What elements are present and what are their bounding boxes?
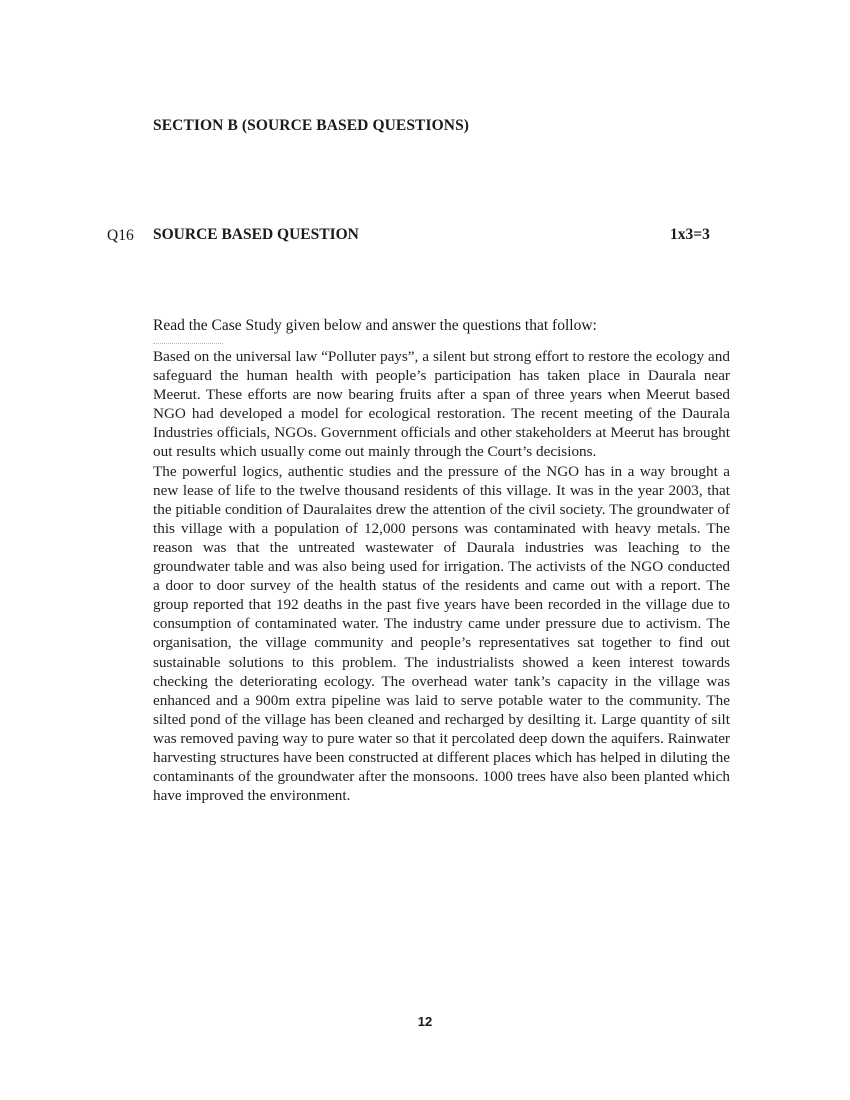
passage-paragraph-1: Based on the universal law “Polluter pays”, a silent but strong effort to restore the ecology and safeguard the human health with people’s participation has taken place in Daurala near Meerut. These efforts are now bearing fruits after a span of three years when Meerut based NGO had developed a model for ecological restoration. The recent meeting of the Daurala Industries officials, NGOs. Government officials and other stakeholders at Meerut has brought out results which usually come out mainly through the Court’s decisions. [153, 348, 730, 461]
question-title: SOURCE BASED QUESTION [153, 226, 359, 243]
dotted-divider [153, 343, 223, 344]
question-number: Q16 [107, 227, 134, 244]
case-study-passage [153, 347, 730, 805]
question-instruction: Read the Case Study given below and answer the questions that follow: [153, 317, 597, 334]
question-marks: 1x3=3 [670, 226, 710, 243]
section-title: SECTION B (SOURCE BASED QUESTIONS) [153, 117, 470, 134]
page-number: 12 [417, 1014, 433, 1029]
passage-paragraph-2: The powerful logics, authentic studies and the pressure of the NGO has in a way brought a new lease of life to the twelve thousand residents of this village. It was in the year 2003, that the pitiable condition of Dauralaites drew the attention of the civil society. The groundwater of this village with a population of 12,000 persons was contaminated with heavy metals. The reason was that the untreated wastewater of Daurala industries was leaching to the groundwater table and was also being used for irrigation. The activists of the NGO conducted a door to door survey of the health status of the residents and came out with a report. The group reported that 192 deaths in the past five years have been recorded in the village due to consumption of contaminated water. The industry came under pressure due to activism. The organisation, the village community and people’s representatives sat together to find out sustainable solutions to this problem. The industrialists showed a keen interest towards checking the deteriorating ecology. The overhead water tank’s capacity in the village was enhanced and a 900m extra pipeline was laid to serve potable water to the community. The silted pond of the village has been cleaned and recharged by desilting it. Large quantity of silt was removed paving way to pure water so that it percolated deep down the aquifers. Rainwater harvesting structures have been constructed at different places which has helped in diluting the contaminants of the groundwater after the monsoons. 1000 trees have also been planted which have improved the environment. [153, 462, 730, 805]
